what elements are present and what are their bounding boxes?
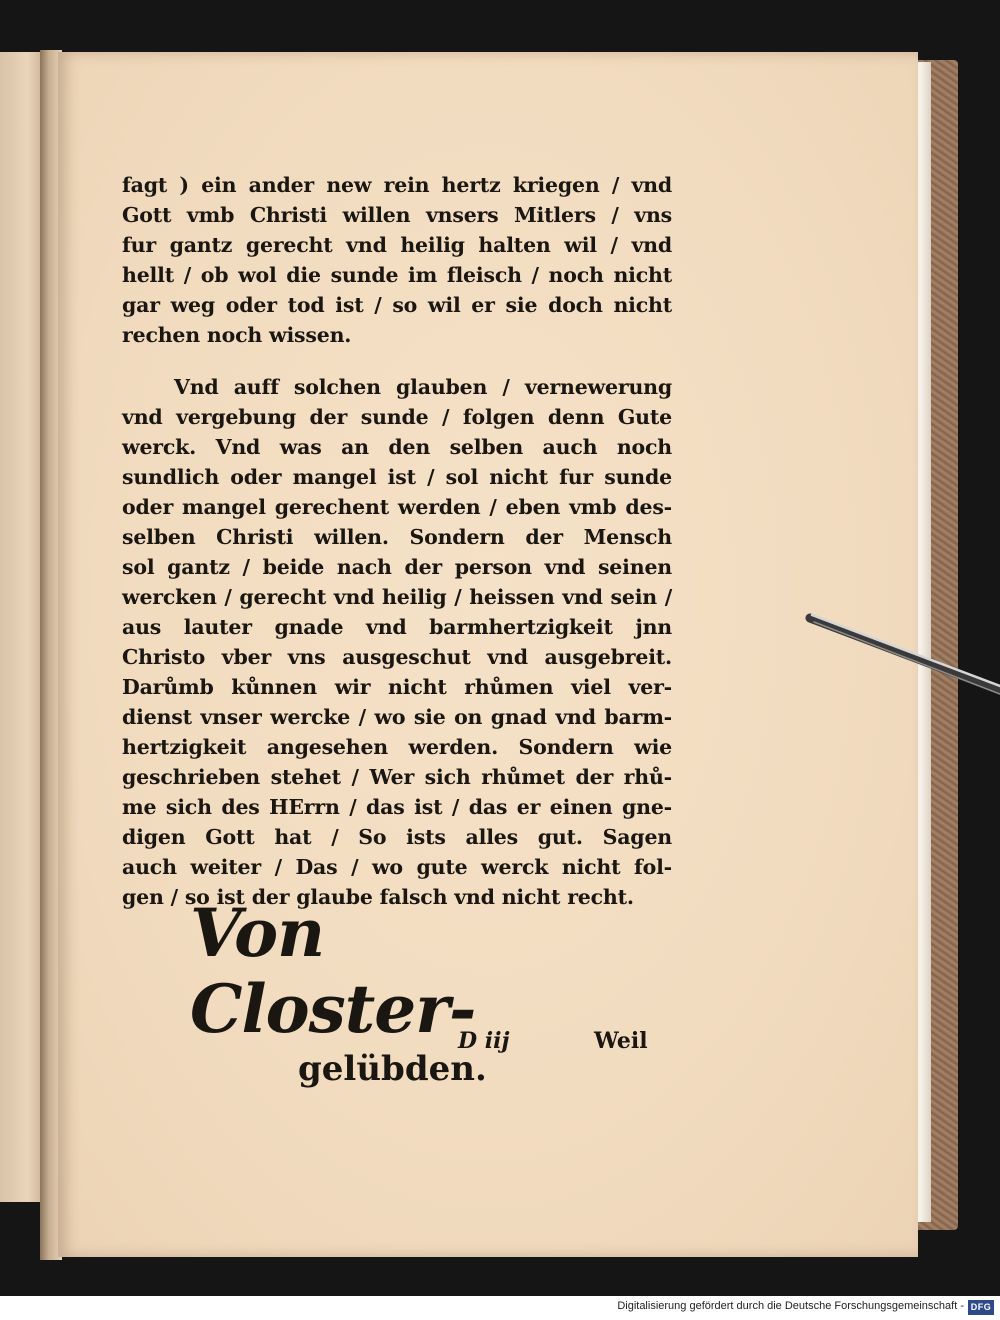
text-line: digen Gott hat / So ists alles gut. Sagen [122, 825, 672, 849]
paragraph-gap [122, 350, 672, 372]
paragraph-2 [122, 372, 672, 912]
text-line: hertzigkeit angesehen werden. Sondern wie [122, 735, 672, 759]
section-heading [190, 895, 590, 1091]
footer-bar [0, 1296, 1000, 1320]
page-holder-needle-icon [800, 600, 1000, 710]
text-line: sundlich oder mangel ist / sol nicht fur sunde [122, 465, 672, 489]
text-line: aus lauter gnade vnd barmhertzigkeit jnn [122, 615, 672, 639]
dfg-logo: DFG [968, 1300, 994, 1315]
text-line: Darůmb kůnnen wir nicht rhůmen viel ver- [122, 675, 672, 699]
text-line: fagt ) ein ander new rein hertz kriegen / vnd [122, 173, 672, 197]
text-line: fur gantz gerecht vnd heilig halten wil / vnd [122, 233, 672, 257]
text-line: Christo vber vns ausgeschut vnd ausgebreit. [122, 645, 672, 669]
text-line: rechen noch wissen. [122, 323, 352, 347]
heading-line-1: Von Closter- [190, 894, 476, 1048]
text-line: gen / so ist der glaube falsch vnd nicht recht. [122, 885, 634, 909]
text-line: Vnd auff solchen glauben / vernewerung [174, 375, 672, 399]
signature-mark: D iij [458, 1028, 510, 1054]
text-line: geschrieben stehet / Wer sich rhůmet der rhů- [122, 765, 672, 789]
text-line: wercken / gerecht vnd heilig / heissen vnd sein / [122, 585, 672, 609]
text-line: hellt / ob wol die sunde im fleisch / noch nicht [122, 263, 672, 287]
text-line: oder mangel gerechent werden / eben vmb des- [122, 495, 672, 519]
text-line: Gott vmb Christi willen vnsers Mitlers / vns [122, 203, 672, 227]
text-line: selben Christi willen. Sondern der Mensch [122, 525, 672, 549]
footer-credit: Digitalisierung gefördert durch die Deutsche Forschungsgemeinschaft - [617, 1300, 964, 1312]
text-line: me sich des HErrn / das ist / das er einen gne- [122, 795, 672, 819]
body-text [122, 170, 672, 912]
text-line: dienst vnser wercke / wo sie on gnad vnd barm- [122, 705, 672, 729]
text-line: sol gantz / beide nach der person vnd seinen [122, 555, 672, 579]
catchword: Weil [594, 1028, 648, 1054]
paragraph-1 [122, 170, 672, 350]
text-line: auch weiter / Das / wo gute werck nicht fol- [122, 855, 672, 879]
text-line: gar weg oder tod ist / so wil er sie doch nicht [122, 293, 672, 317]
heading-line-2: gelübden. [298, 1049, 487, 1089]
text-line: werck. Vnd was an den selben auch noch [122, 435, 672, 459]
text-line: vnd vergebung der sunde / folgen denn Gute [122, 405, 672, 429]
